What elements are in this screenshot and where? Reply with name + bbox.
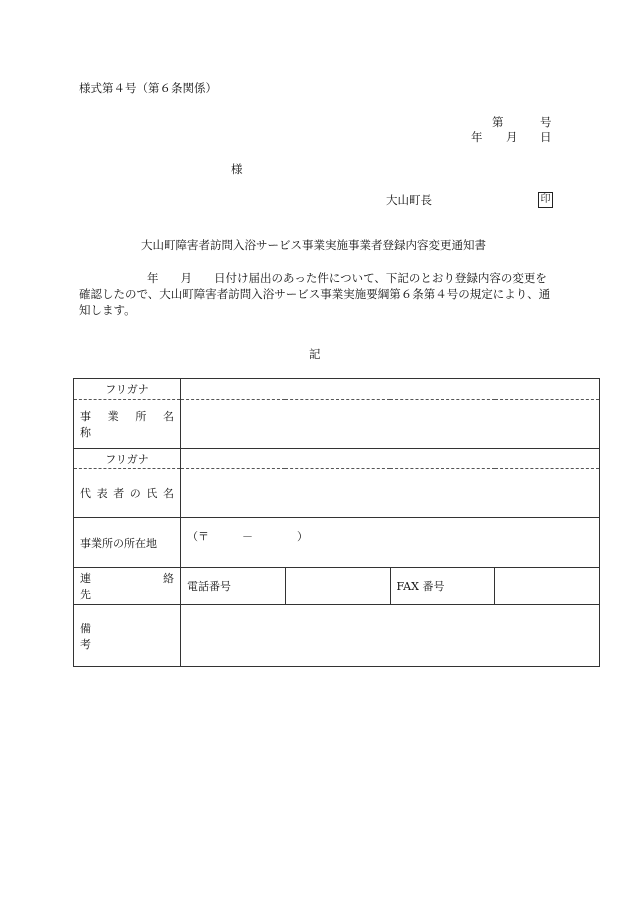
form-number: 様式第４号（第６条関係） (79, 81, 217, 95)
date-month: 月 (506, 130, 518, 144)
office-address-label: 事業所の所在地 (74, 518, 181, 568)
date-day: 日 (540, 130, 552, 144)
ki-heading: 記 (309, 347, 321, 361)
furigana-label-2: フリガナ (74, 449, 181, 469)
seal-mark: 印 (538, 192, 553, 208)
fax-label: FAX 番号 (390, 568, 495, 605)
office-name-label: 事 業 所 名 称 (74, 400, 181, 449)
body-month: 月 (180, 271, 192, 285)
remarks-label: 備 考 (74, 605, 181, 667)
fax-field[interactable] (495, 568, 600, 605)
sender-name: 大山町長 (386, 193, 432, 207)
body-year: 年 (147, 271, 159, 285)
office-name-field[interactable] (181, 400, 600, 449)
document-title: 大山町障害者訪問入浴サービス事業実施事業者登録内容変更通知書 (141, 238, 486, 252)
addressee-sama: 様 (231, 162, 243, 176)
phone-label: 電話番号 (181, 568, 286, 605)
contact-label: 連 絡 先 (74, 568, 181, 605)
doc-number-dai: 第 (492, 115, 504, 129)
body-text: 日付け届出のあった件について、下記のとおり登録内容の変更を確認したので、大山町障害者訪問入浴サービス事業実施要綱第６条第４号の規定により、通知します。 (79, 271, 551, 317)
furigana-field-2[interactable] (181, 449, 600, 469)
body-paragraph (79, 270, 554, 318)
representative-field[interactable] (181, 469, 600, 518)
phone-field[interactable] (285, 568, 390, 605)
date-year: 年 (471, 130, 483, 144)
furigana-label-1: フリガナ (74, 379, 181, 400)
representative-label: 代表者の氏名 (74, 469, 181, 518)
office-address-field[interactable] (181, 518, 600, 568)
doc-number-go: 号 (540, 115, 552, 129)
furigana-field-1[interactable] (181, 379, 600, 400)
info-table (73, 378, 600, 667)
remarks-field[interactable] (181, 605, 600, 667)
postal-code-text: （〒 － ） (187, 529, 308, 543)
